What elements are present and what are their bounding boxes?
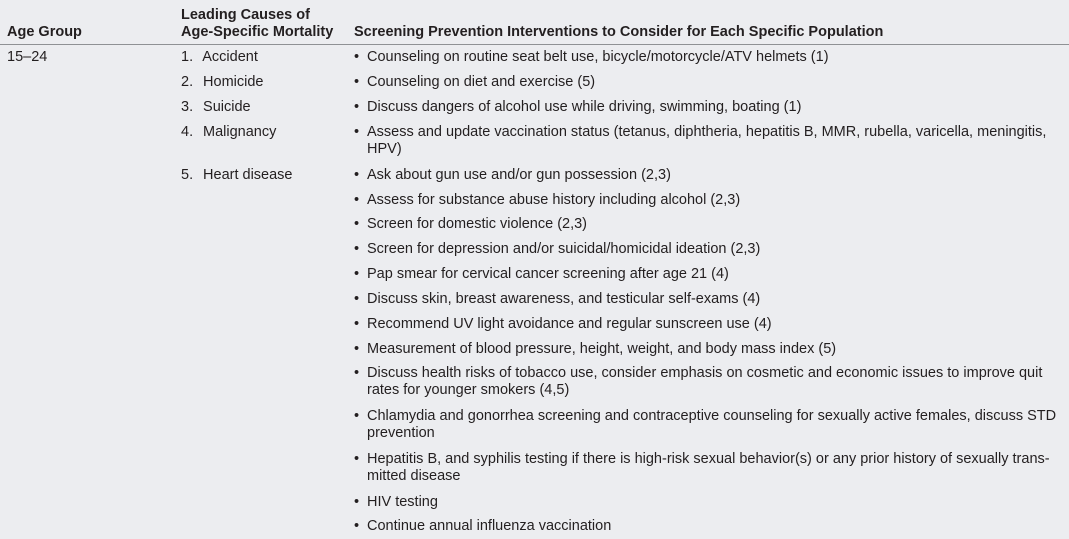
intervention-text: Counseling on diet and exercise (5) [367,74,596,90]
intervention-text: Measurement of blood pressure, height, weight, and body mass index (5) [367,341,837,357]
table-header [0,0,1069,45]
intervention-item [354,266,1066,283]
intervention-item [354,99,1066,116]
cause-number: 1. [181,49,194,65]
bullet-icon: • [354,408,360,424]
intervention-text: Hepatitis B, and syphilis testing if there is high-risk sexual behavior(s) or any prior history of sexually trans-mitted disease [367,451,1050,484]
header-leading-causes [181,7,333,41]
intervention-item [354,408,1066,442]
intervention-text: Assess and update vaccination status (tetanus, diphtheria, hepatitis B, MMR, rubella, varicella, meningitis, HPV) [367,124,1047,157]
header-causes-line2: Age-Specific Mortality [181,24,334,40]
bullet-icon: • [354,241,360,257]
cause-number: 4. [181,124,194,140]
intervention-text: Ask about gun use and/or gun possession (2,3) [367,167,671,183]
cause-item [181,74,263,91]
bullet-icon: • [354,216,360,232]
cause-number: 3. [181,99,194,115]
bullet-icon: • [354,99,360,115]
intervention-item [354,518,1066,535]
intervention-item [354,216,1066,233]
intervention-text: Counseling on routine seat belt use, bicycle/motorcycle/ATV helmets (1) [367,49,829,65]
intervention-item [354,241,1066,258]
header-interventions: Screening Prevention Interventions to Consider for Each Specific Population [354,24,884,40]
bullet-icon: • [354,266,360,282]
intervention-text: Screen for depression and/or suicidal/homicidal ideation (2,3) [367,241,761,257]
header-age-group: Age Group [7,24,82,40]
intervention-item [354,316,1066,333]
intervention-item [354,494,1066,511]
intervention-text: Discuss skin, breast awareness, and testicular self-exams (4) [367,291,761,307]
table-body [0,45,1069,539]
intervention-item [354,167,1066,184]
bullet-icon: • [354,167,360,183]
intervention-text: Pap smear for cervical cancer screening after age 21 (4) [367,266,729,282]
intervention-text: Recommend UV light avoidance and regular sunscreen use (4) [367,316,772,332]
cause-label: Heart disease [203,167,293,183]
cause-label: Malignancy [203,124,277,140]
intervention-text: Chlamydia and gonorrhea screening and contraceptive counseling for sexually active females, discuss STD prevention [367,408,1057,441]
bullet-icon: • [354,49,360,65]
intervention-item [354,451,1066,485]
cause-label: Suicide [203,99,251,115]
bullet-icon: • [354,74,360,90]
cause-item [181,124,276,141]
intervention-text: Discuss health risks of tobacco use, consider emphasis on cosmetic and economic issues to improve quit rates for younger smokers (4,5) [367,365,1043,398]
intervention-item [354,365,1066,399]
cause-label: Accident [202,49,258,65]
intervention-item [354,49,1066,66]
cause-item [181,167,293,184]
bullet-icon: • [354,316,360,332]
bullet-icon: • [354,291,360,307]
intervention-item [354,74,1066,91]
cause-number: 5. [181,167,194,183]
bullet-icon: • [354,124,360,140]
cause-item [181,49,258,66]
intervention-item [354,192,1066,209]
bullet-icon: • [354,494,360,510]
bullet-icon: • [354,192,360,208]
bullet-icon: • [354,365,360,381]
intervention-text: HIV testing [367,494,438,510]
age-group-value: 15–24 [7,49,48,65]
header-causes-line1: Leading Causes of [181,7,310,23]
intervention-item [354,124,1066,158]
intervention-text: Continue annual influenza vaccination [367,518,612,534]
cause-number: 2. [181,74,194,90]
cause-item [181,99,251,116]
bullet-icon: • [354,451,360,467]
intervention-item [354,291,1066,308]
bullet-icon: • [354,341,360,357]
intervention-text: Discuss dangers of alcohol use while driving, swimming, boating (1) [367,99,802,115]
intervention-text: Screen for domestic violence (2,3) [367,216,588,232]
intervention-text: Assess for substance abuse history including alcohol (2,3) [367,192,741,208]
cause-label: Homicide [203,74,264,90]
bullet-icon: • [354,518,360,534]
intervention-item [354,341,1066,358]
